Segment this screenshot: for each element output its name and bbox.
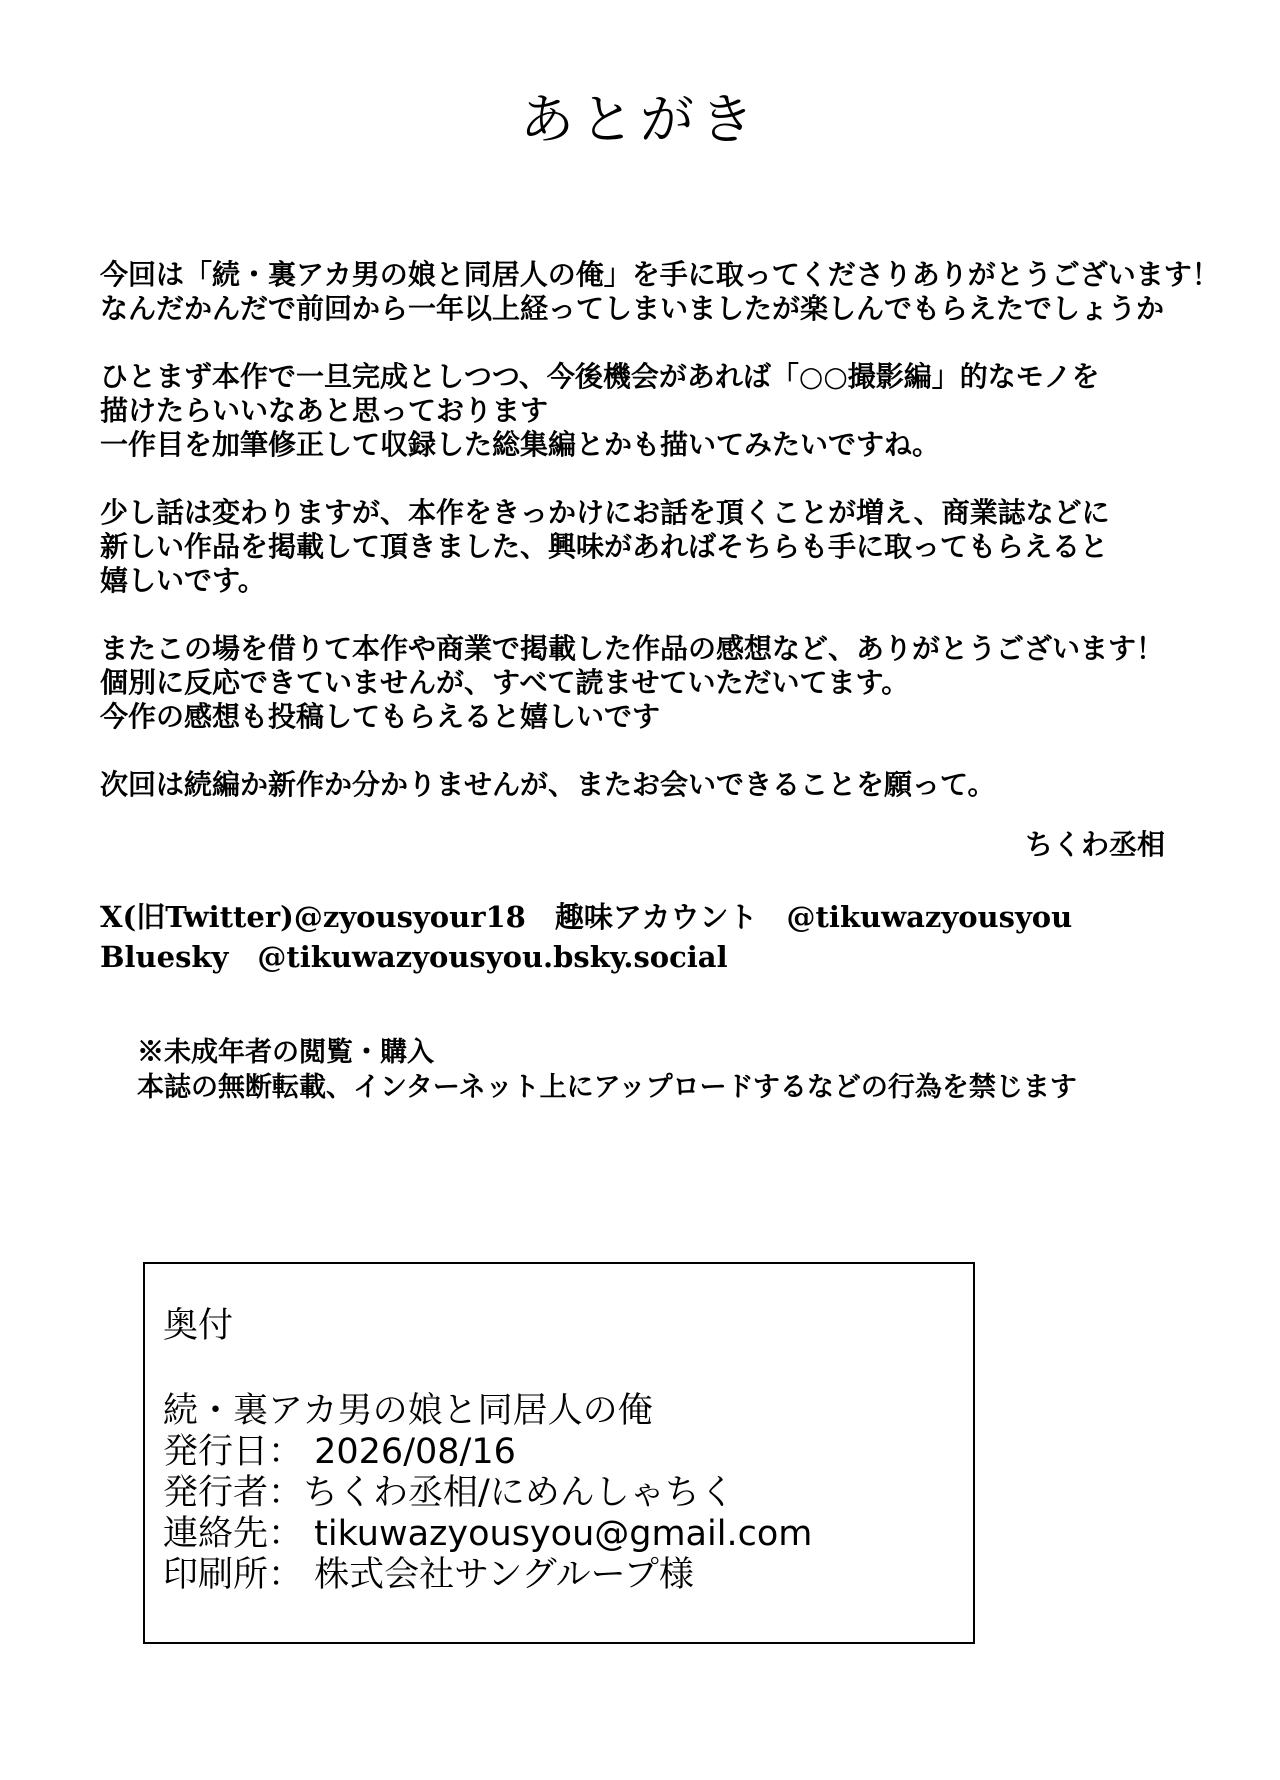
notice-line: ※未成年者の閲覧・購入 xyxy=(137,1037,434,1068)
text-line: 一作目を加筆修正して収録した総集編とかも描いてみたいですね。 xyxy=(100,428,941,461)
sns-accounts xyxy=(100,897,1072,977)
colophon-publisher: 発行者：ちくわ丞相/にめんしゃちく xyxy=(163,1473,735,1513)
afterword-paragraph xyxy=(100,632,1180,734)
text-line: なんだかんだで前回から一年以上経ってしまいましたが楽しんでもらえたでしょうか xyxy=(100,292,1165,325)
afterword-body xyxy=(100,258,1220,836)
text-line: 今回は「続・裏アカ男の娘と同居人の俺」を手に取ってくださりありがとうございます！ xyxy=(100,258,1220,291)
colophon-box xyxy=(143,1262,975,1644)
text-line: 新しい作品を掲載して頂きました、興味があればそちらも手に取ってもらえると xyxy=(100,530,1109,563)
afterword-paragraph xyxy=(100,768,1180,802)
sns-line-x: X(旧Twitter)@zyousyour18 趣味アカウント @tikuwazyousyou xyxy=(100,900,1073,934)
text-line: 描けたらいいなあと思っております xyxy=(100,394,549,427)
colophon-date: 発行日： 2026/08/16 xyxy=(163,1432,516,1472)
notice-line: 本誌の無断転載、インターネット上にアップロードするなどの行為を禁じます xyxy=(137,1072,1077,1103)
colophon-details xyxy=(163,1391,812,1596)
reprint-notice xyxy=(137,1035,1077,1105)
colophon-contact: 連絡先： tikuwazyousyou@gmail.com xyxy=(163,1514,813,1554)
colophon-book-title: 続・裏アカ男の娘と同居人の俺 xyxy=(163,1391,653,1431)
colophon-printer: 印刷所： 株式会社サングループ様 xyxy=(163,1555,694,1595)
colophon-heading: 奥付 xyxy=(163,1306,234,1346)
text-line: 少し話は変わりますが、本作をきっかけにお話を頂くことが増え、商業誌などに xyxy=(100,496,1110,529)
afterword-paragraph xyxy=(100,496,1180,598)
text-line: 個別に反応できていませんが、すべて読ませていただいてます。 xyxy=(100,666,910,699)
afterword-paragraph xyxy=(100,360,1180,462)
text-line: 嬉しいです。 xyxy=(100,564,266,597)
page-title: あとがき xyxy=(520,88,760,151)
sns-line-bluesky: Bluesky @tikuwazyousyou.bsky.social xyxy=(100,940,728,974)
text-line: 次回は続編か新作か分かりませんが、またお会いできることを願って。 xyxy=(100,768,996,801)
text-line: 今作の感想も投稿してもらえると嬉しいです xyxy=(100,700,661,733)
text-line: またこの場を借りて本作や商業で掲載した作品の感想など、ありがとうございます！ xyxy=(100,632,1165,665)
author-signature: ちくわ丞相 xyxy=(1024,828,1165,861)
afterword-paragraph xyxy=(100,258,1220,326)
text-line: ひとまず本作で一旦完成としつつ、今後機会があれば「○○撮影編」的なモノを xyxy=(100,360,1100,393)
